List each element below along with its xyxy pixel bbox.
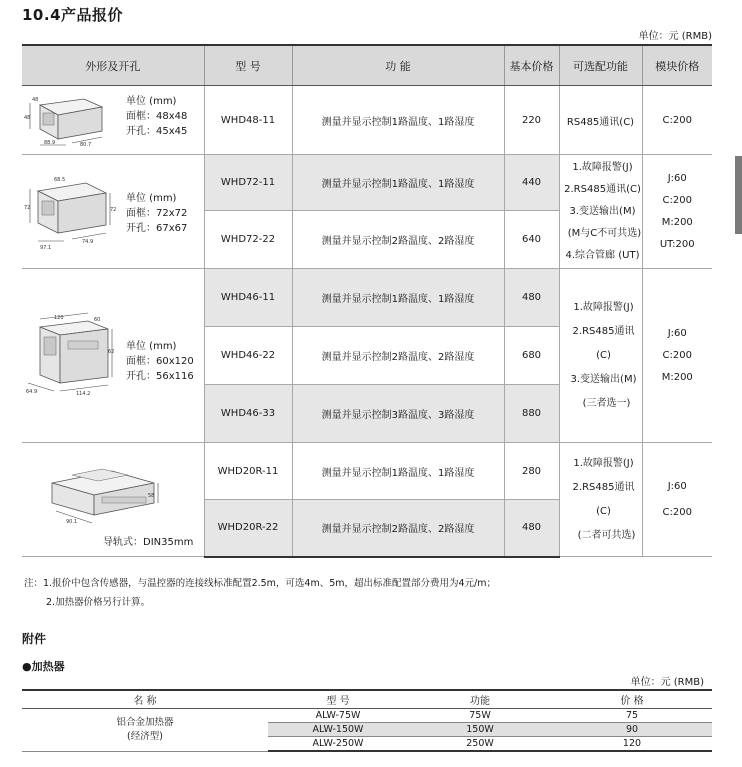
- option-item: (M与C不可共选): [567, 227, 642, 239]
- table-header-row: [22, 45, 712, 86]
- dim-label: 80.7: [80, 142, 92, 148]
- dim-label: 72: [110, 207, 117, 213]
- page-tab-marker: [735, 156, 742, 234]
- dim-label: 97.1: [40, 245, 52, 251]
- spec-cutout: 开孔：67x67: [126, 223, 188, 234]
- acc-header-name: 名 称: [22, 690, 268, 709]
- model-cell: WHD46-33: [204, 385, 292, 443]
- shape-cell-72: [22, 155, 204, 269]
- shape-cell-48: [22, 86, 204, 155]
- price-cell: 640: [504, 211, 559, 269]
- dim-label: 48: [24, 115, 31, 121]
- function-cell: 测量并显示控制2路温度、2路湿度: [292, 500, 504, 557]
- acc-model-cell: ALW-250W: [268, 737, 408, 752]
- function-cell: 测量并显示控制3路温度、3路湿度: [292, 385, 504, 443]
- dim-label: 62: [108, 349, 115, 355]
- option-item: (二者可共选): [577, 529, 636, 541]
- option-list-20: [559, 443, 642, 557]
- acc-price-cell: 120: [552, 737, 712, 752]
- heater-name: 铝合金加热器: [116, 716, 174, 728]
- accessories-unit-label: 单位：元 (RMB): [630, 677, 704, 688]
- shape-cell-46: [22, 269, 204, 443]
- option-item: 2.RS485通讯(C): [564, 183, 641, 195]
- option-item: 2.RS485通讯(C): [572, 325, 635, 361]
- dim-label: 60: [94, 317, 101, 323]
- price-cell: 280: [504, 443, 559, 500]
- accessories-title: 附件: [22, 632, 47, 646]
- device-72-drawing: [24, 171, 117, 251]
- acc-price-cell: 90: [552, 723, 712, 737]
- spec-unit: 单位 (mm): [126, 96, 177, 107]
- table-row: [22, 709, 712, 723]
- header-model: 型 号: [204, 45, 292, 86]
- shape-cell-20: [22, 443, 204, 557]
- acc-header-model: 型 号: [268, 690, 408, 709]
- acc-model-cell: ALW-75W: [268, 709, 408, 723]
- acc-price-cell: 75: [552, 709, 712, 723]
- model-cell: WHD72-11: [204, 155, 292, 211]
- model-cell: WHD72-22: [204, 211, 292, 269]
- unit-label: 单位：元 (RMB): [638, 31, 712, 42]
- spec-unit: 单位 (mm): [126, 193, 177, 204]
- option-list-72: [559, 155, 642, 269]
- module-price-item: C:200: [662, 194, 692, 206]
- section-title: 10.4产品报价: [22, 6, 124, 24]
- module-price-item: C:200: [662, 506, 692, 518]
- option-item: 4.综合管廊 (UT): [565, 249, 640, 261]
- option-item: 2.RS485通讯(C): [572, 481, 635, 517]
- price-cell: 880: [504, 385, 559, 443]
- module-price-item: C:200: [662, 349, 692, 361]
- option-item: 3.变送输出(M): [569, 205, 636, 217]
- model-cell: WHD48-11: [204, 86, 292, 155]
- price-table: [22, 44, 712, 558]
- acc-function-cell: 250W: [408, 737, 552, 752]
- module-price-list-46: [642, 269, 712, 443]
- header-module-price: 模块价格: [642, 45, 712, 86]
- spec-unit: 单位 (mm): [126, 341, 177, 352]
- spec-block-72: [126, 191, 187, 236]
- mount-spec: 导轨式：DIN35mm: [103, 537, 194, 548]
- dim-label: 64.9: [26, 389, 38, 395]
- dim-label: 68.5: [54, 177, 66, 183]
- module-price-item: M:200: [661, 371, 693, 383]
- heater-type: (经济型): [127, 730, 163, 742]
- dim-label: 114.2: [76, 391, 91, 397]
- table-row: [22, 269, 712, 327]
- model-cell: WHD20R-22: [204, 500, 292, 557]
- header-function: 功 能: [292, 45, 504, 86]
- dim-label: 58: [148, 493, 155, 499]
- heater-subtitle: ●加热器: [22, 660, 65, 673]
- table-row: [22, 86, 712, 155]
- module-price-cell: C:200: [642, 86, 712, 155]
- option-list-46: [559, 269, 642, 443]
- table-row: [22, 155, 712, 211]
- module-price-item: J:60: [667, 327, 687, 339]
- header-base-price: 基本价格: [504, 45, 559, 86]
- dim-label: 74.9: [82, 239, 94, 245]
- device-46-drawing: [24, 313, 116, 397]
- option-item: 1.故障报警(J): [573, 301, 634, 313]
- model-cell: WHD46-11: [204, 269, 292, 327]
- note-2: 2.加热器价格另行计算。: [46, 597, 151, 608]
- dim-label: 88.9: [44, 140, 56, 146]
- function-cell: 测量并显示控制1路温度、1路湿度: [292, 269, 504, 327]
- spec-frame: 面框：72x72: [126, 208, 188, 219]
- function-cell: 测量并显示控制1路温度、1路湿度: [292, 155, 504, 211]
- function-cell: 测量并显示控制1路温度、1路湿度: [292, 86, 504, 155]
- price-cell: 440: [504, 155, 559, 211]
- device-48-drawing: [26, 93, 110, 149]
- module-price-item: J:60: [667, 172, 687, 184]
- option-item: 1.故障报警(J): [572, 161, 633, 173]
- device-20-drawing: [42, 453, 162, 527]
- accessory-header-row: [22, 690, 712, 709]
- header-options: 可选配功能: [559, 45, 642, 86]
- price-cell: 480: [504, 269, 559, 327]
- heater-name-cell: [22, 709, 268, 752]
- header-shape: 外形及开孔: [22, 45, 204, 86]
- table-row: [22, 443, 712, 500]
- acc-function-cell: 150W: [408, 723, 552, 737]
- module-price-item: UT:200: [659, 238, 695, 250]
- model-cell: WHD20R-11: [204, 443, 292, 500]
- option-item: (三者选一): [582, 397, 631, 409]
- model-cell: WHD46-22: [204, 327, 292, 385]
- spec-block-48: [126, 94, 187, 139]
- spec-cutout: 开孔：45x45: [126, 126, 188, 137]
- acc-function-cell: 75W: [408, 709, 552, 723]
- spec-frame: 面框：48x48: [126, 111, 188, 122]
- acc-model-cell: ALW-150W: [268, 723, 408, 737]
- dim-label: 120: [54, 315, 64, 321]
- spec-frame: 面框：60x120: [126, 356, 194, 367]
- dim-label: 48: [32, 97, 39, 103]
- spec-cutout: 开孔：56x116: [126, 371, 194, 382]
- module-price-item: J:60: [667, 480, 687, 492]
- module-price-list-20: [642, 443, 712, 557]
- accessory-table: [22, 689, 712, 752]
- note-1: 注：1.报价中包含传感器，与温控器的连接线标准配置2.5m，可选4m、5m，超出标准配置部分费用为4元/m；: [24, 578, 497, 589]
- price-cell: 480: [504, 500, 559, 557]
- module-price-list-72: [642, 155, 712, 269]
- function-cell: 测量并显示控制2路温度、2路湿度: [292, 211, 504, 269]
- option-item: 3.变送输出(M): [570, 373, 637, 385]
- dim-label: 72: [24, 205, 31, 211]
- price-cell: 680: [504, 327, 559, 385]
- dim-label: 90.1: [66, 519, 78, 525]
- acc-header-function: 功能: [408, 690, 552, 709]
- price-cell: 220: [504, 86, 559, 155]
- option-item: 1.故障报警(J): [573, 457, 634, 469]
- acc-header-price: 价 格: [552, 690, 712, 709]
- module-price-item: M:200: [661, 216, 693, 228]
- function-cell: 测量并显示控制1路温度、1路湿度: [292, 443, 504, 500]
- spec-block-46: [126, 339, 194, 384]
- option-cell: RS485通讯(C): [559, 86, 642, 155]
- function-cell: 测量并显示控制2路温度、2路湿度: [292, 327, 504, 385]
